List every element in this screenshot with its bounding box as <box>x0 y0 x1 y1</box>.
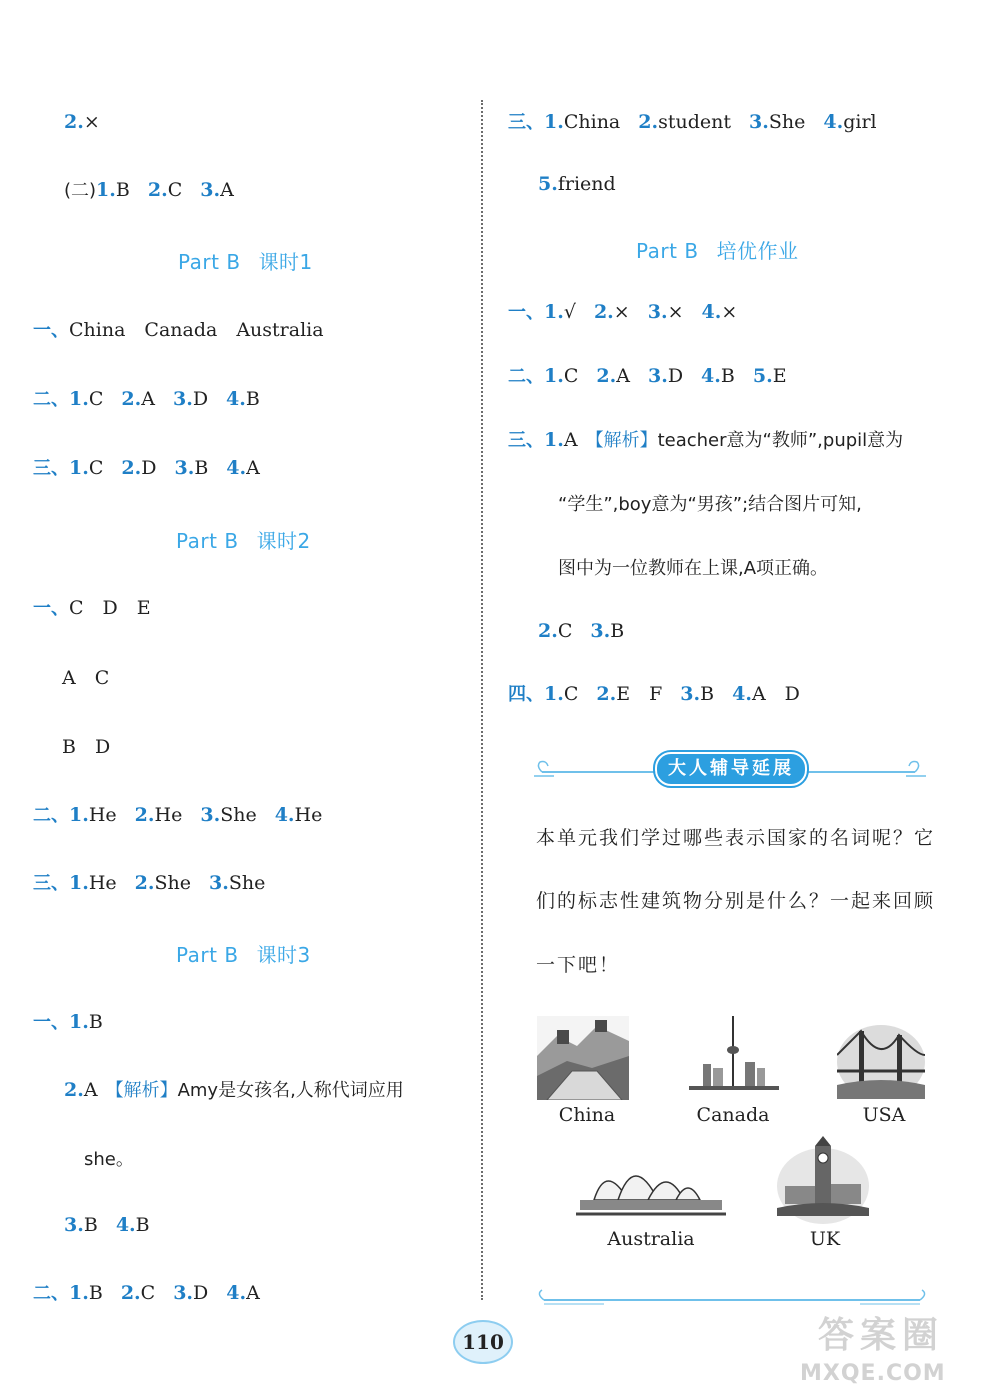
item-number: 5. <box>752 365 773 387</box>
answer: B <box>610 620 625 642</box>
answer: C <box>88 457 104 479</box>
answer: × <box>83 111 100 133</box>
section-label: 三、 <box>508 430 544 451</box>
answer: A C <box>62 667 110 689</box>
answer: A <box>83 1079 98 1101</box>
item-number: 1. <box>96 179 116 201</box>
analysis-text: she。 <box>84 1149 134 1170</box>
item-number: 2. <box>596 683 617 705</box>
item-number: 1. <box>69 1011 89 1033</box>
item-number: 3. <box>647 365 668 387</box>
item-number: 3. <box>64 1214 84 1236</box>
answer-line <box>33 318 324 343</box>
analysis-text: Amy是女孩名,人称代词应用 <box>177 1080 404 1101</box>
answer: B <box>88 1011 103 1033</box>
answer-line <box>62 735 110 759</box>
answer-line <box>558 556 828 581</box>
paragraph-line: 一下吧！ <box>536 954 621 976</box>
section-heading <box>176 525 311 554</box>
answer: E <box>772 365 787 387</box>
answer: × <box>721 301 738 323</box>
answer-line <box>33 596 151 621</box>
item-number: 5. <box>538 173 558 195</box>
answer: She <box>220 804 257 826</box>
section-heading <box>178 246 313 275</box>
opera-house-illustration <box>576 1142 726 1224</box>
answer: B <box>115 179 130 201</box>
item-number: 2. <box>64 111 84 133</box>
item-number: 2. <box>638 111 659 133</box>
item-number: 2. <box>121 457 142 479</box>
answer: He <box>88 872 117 894</box>
item-number: 2. <box>64 1079 84 1101</box>
section-heading <box>636 235 799 264</box>
answer: A <box>563 429 578 451</box>
answer-line <box>64 178 234 203</box>
heading-part: Part B <box>178 250 241 274</box>
section-label: 三、 <box>33 873 69 894</box>
item-number: 2. <box>147 179 168 201</box>
answer-line <box>33 387 260 412</box>
answer: A D <box>751 683 800 705</box>
answer-line <box>33 803 322 828</box>
answer: She <box>228 872 266 894</box>
section-label: 三、 <box>33 458 69 479</box>
answer: A <box>246 457 260 479</box>
answer: B <box>135 1214 150 1236</box>
section-label: (二) <box>64 180 97 201</box>
item-number: 1. <box>544 683 564 705</box>
answer: A <box>616 365 630 387</box>
watermark <box>800 1305 995 1393</box>
item-number: 1. <box>69 388 89 410</box>
answer: B D <box>62 736 111 758</box>
answer-line <box>558 492 862 517</box>
big-ben-illustration <box>777 1136 869 1224</box>
answer: She <box>154 872 192 894</box>
heading-title: 课时3 <box>256 943 311 967</box>
answer: B <box>83 1214 98 1236</box>
answer: B <box>194 457 209 479</box>
answer: He <box>154 804 183 826</box>
paragraph-line: 们的标志性建筑物分别是什么？一起来回顾 <box>536 890 936 912</box>
answer: × <box>667 301 684 323</box>
paragraph-line: 本单元我们学过哪些表示国家的名词呢？它 <box>536 827 936 849</box>
caption-australia: Australia <box>607 1228 695 1250</box>
item-number: 3. <box>647 301 668 323</box>
item-number: 3. <box>680 683 701 705</box>
item-number: 1. <box>69 457 89 479</box>
answer: × <box>613 301 630 323</box>
answer: D <box>192 388 209 410</box>
great-wall-illustration <box>537 1016 629 1100</box>
item-number: 2. <box>134 872 155 894</box>
analysis-text: “学生”,boy意为“男孩”;结合图片可知, <box>558 494 862 515</box>
answer: D <box>141 457 157 479</box>
answer: C <box>563 683 579 705</box>
answer-line <box>538 172 616 196</box>
section-label: 二、 <box>33 805 69 826</box>
item-number: 1. <box>544 301 564 323</box>
heading-part: Part B <box>176 943 239 967</box>
answer-line <box>64 1213 150 1237</box>
answer: friend <box>557 173 616 195</box>
section-label: 一、 <box>508 302 544 323</box>
answer: C <box>167 179 183 201</box>
item-number: 3. <box>200 179 221 201</box>
item-number: 1. <box>69 872 89 894</box>
section-label: 二、 <box>33 389 69 410</box>
answer: B <box>720 365 735 387</box>
watermark-bottom: MXQE.COM <box>800 1361 946 1386</box>
item-number: 2. <box>121 388 142 410</box>
answer: She <box>768 111 806 133</box>
answer: A <box>141 388 155 410</box>
item-number: 1. <box>69 1282 89 1304</box>
answer: C <box>563 365 579 387</box>
column-divider <box>481 100 483 1300</box>
answer-line <box>33 1281 260 1306</box>
watermark-top: 答案圈 <box>818 1315 945 1356</box>
section-label: 一、 <box>33 320 69 341</box>
section-label: 三、 <box>508 112 544 133</box>
item-number: 3. <box>209 872 229 894</box>
answer: D <box>193 1282 209 1304</box>
answer-line <box>33 1010 103 1035</box>
banner-title: 大人辅导延展 <box>655 752 807 786</box>
item-number: 3. <box>173 1282 194 1304</box>
answer-line <box>64 1078 404 1103</box>
analysis-tag: 【解析】 <box>105 1080 178 1101</box>
answer: China Canada Australia <box>69 319 324 341</box>
item-number: 4. <box>701 365 721 387</box>
heading-part: Part B <box>636 239 699 263</box>
answer-line <box>508 428 903 453</box>
item-number: 4. <box>732 683 752 705</box>
answer-line <box>84 1147 134 1172</box>
answer: C D E <box>69 597 151 619</box>
item-number: 2. <box>593 301 614 323</box>
item-number: 3. <box>174 457 195 479</box>
caption-uk: UK <box>809 1228 841 1250</box>
item-number: 4. <box>226 1282 247 1304</box>
answer: He <box>88 804 117 826</box>
answer: B <box>245 388 260 410</box>
golden-gate-bridge-illustration <box>837 1025 925 1099</box>
cn-tower-illustration <box>689 1016 779 1100</box>
section-label: 四、 <box>508 684 544 705</box>
item-number: 2. <box>120 1282 141 1304</box>
item-number: 3. <box>172 388 193 410</box>
section-label: 一、 <box>33 598 69 619</box>
answer-line <box>508 300 737 325</box>
analysis-tag: 【解析】 <box>585 430 658 451</box>
item-number: 4. <box>823 111 844 133</box>
answer: student <box>658 111 732 133</box>
item-number: 1. <box>544 111 564 133</box>
caption-canada: Canada <box>696 1104 770 1126</box>
item-number: 1. <box>69 804 89 826</box>
answer-line <box>64 110 100 134</box>
answer: √ <box>563 301 576 323</box>
heading-part: Part B <box>176 529 239 553</box>
item-number: 2. <box>134 804 155 826</box>
item-number: 4. <box>701 301 722 323</box>
answer-line <box>508 682 800 707</box>
section-label: 二、 <box>33 1283 69 1304</box>
section-label: 二、 <box>508 366 544 387</box>
item-number: 4. <box>274 804 295 826</box>
caption-china: China <box>558 1104 616 1126</box>
item-number: 4. <box>226 457 247 479</box>
answer: D <box>667 365 684 387</box>
answer: A <box>220 179 234 201</box>
item-number: 2. <box>596 365 617 387</box>
item-number: 2. <box>538 620 558 642</box>
answer-line <box>508 110 877 135</box>
item-number: 4. <box>115 1214 136 1236</box>
caption-usa: USA <box>862 1104 906 1126</box>
answer: B <box>88 1282 103 1304</box>
answer: C <box>88 388 104 410</box>
section-label: 一、 <box>33 1012 69 1033</box>
answer: girl <box>843 111 877 133</box>
answer-line <box>538 619 624 643</box>
answer: A <box>246 1282 260 1304</box>
answer-line <box>508 364 787 389</box>
item-number: 3. <box>590 620 611 642</box>
answer-line <box>33 871 265 896</box>
answer: E F <box>616 683 663 705</box>
answer-line <box>62 666 109 690</box>
item-number: 4. <box>226 388 246 410</box>
heading-title: 培优作业 <box>716 239 799 263</box>
item-number: 3. <box>749 111 769 133</box>
item-number: 1. <box>544 429 564 451</box>
answer: He <box>294 804 323 826</box>
answer: C <box>140 1282 156 1304</box>
answer: China <box>563 111 621 133</box>
analysis-text: teacher意为“教师”,pupil意为 <box>657 430 904 451</box>
analysis-text: 图中为一位教师在上课,A项正确。 <box>558 558 829 579</box>
item-number: 3. <box>200 804 221 826</box>
answer: B <box>700 683 715 705</box>
heading-title: 课时2 <box>256 529 311 553</box>
answer-line <box>33 456 260 481</box>
section-heading <box>176 939 311 968</box>
answer: C <box>557 620 573 642</box>
item-number: 1. <box>544 365 564 387</box>
heading-title: 课时1 <box>258 250 313 274</box>
page-number: 110 <box>453 1320 513 1364</box>
